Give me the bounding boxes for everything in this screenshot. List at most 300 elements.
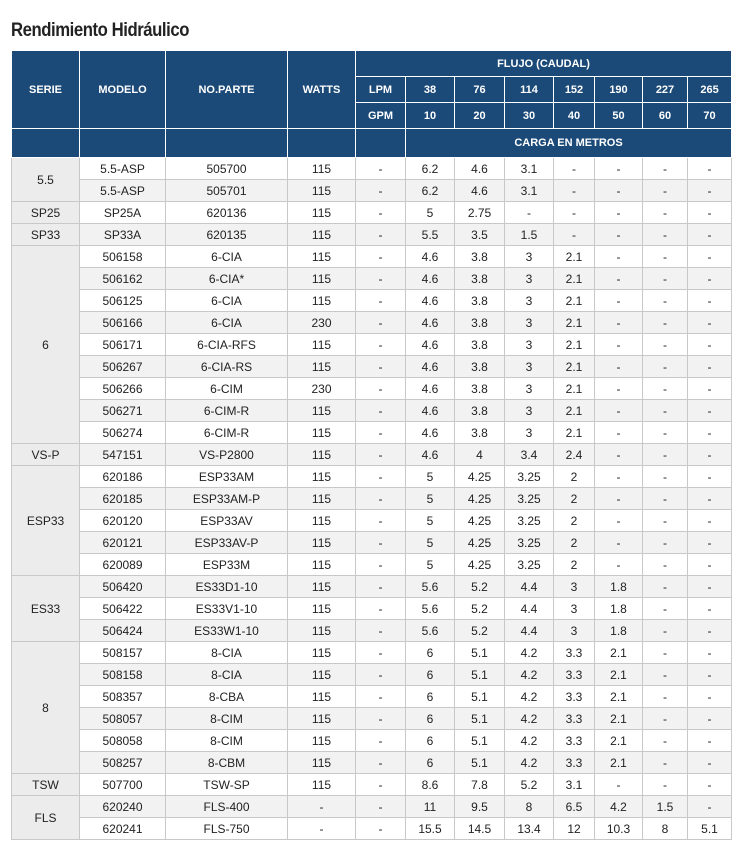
modelo-cell: 506125 <box>80 290 166 312</box>
carga-227-cell: - <box>643 422 688 444</box>
carga-114-cell: 3.25 <box>505 466 554 488</box>
carga-114-cell: 3.1 <box>505 180 554 202</box>
carga-38-cell: 4.6 <box>406 246 455 268</box>
carga-114-cell: 3 <box>505 312 554 334</box>
carga-114-cell: 4.2 <box>505 708 554 730</box>
carga-38-cell: 6 <box>406 752 455 774</box>
carga-38-cell: 5.6 <box>406 620 455 642</box>
watts-cell: 115 <box>288 620 356 642</box>
carga-114-cell: 4.2 <box>505 642 554 664</box>
carga-265-cell: - <box>688 708 732 730</box>
watts-cell: 115 <box>288 642 356 664</box>
modelo-cell: 5.5-ASP <box>80 180 166 202</box>
carga-190-cell: 2.1 <box>595 664 643 686</box>
lpm-cell: - <box>356 202 406 224</box>
lpm-cell: - <box>356 180 406 202</box>
carga-38-cell: 6.2 <box>406 180 455 202</box>
carga-190-cell: - <box>595 180 643 202</box>
header-blank <box>80 129 166 158</box>
modelo-cell: 508157 <box>80 642 166 664</box>
carga-38-cell: 6.2 <box>406 158 455 180</box>
no-parte-cell: 6-CIM-R <box>166 400 288 422</box>
header-blank <box>356 129 406 158</box>
table-row <box>12 664 732 686</box>
carga-190-cell: 1.8 <box>595 598 643 620</box>
carga-265-cell: - <box>688 268 732 290</box>
carga-114-cell: 3 <box>505 290 554 312</box>
carga-38-cell: 4.6 <box>406 290 455 312</box>
carga-38-cell: 4.6 <box>406 268 455 290</box>
lpm-cell: - <box>356 796 406 818</box>
carga-190-cell: - <box>595 554 643 576</box>
carga-265-cell: - <box>688 774 732 796</box>
modelo-cell: 506274 <box>80 422 166 444</box>
header-lpm-value: 190 <box>595 77 643 103</box>
carga-38-cell: 5 <box>406 532 455 554</box>
modelo-cell: 508058 <box>80 730 166 752</box>
no-parte-cell: 620136 <box>166 202 288 224</box>
carga-114-cell: 3 <box>505 246 554 268</box>
table-row <box>12 598 732 620</box>
no-parte-cell: FLS-400 <box>166 796 288 818</box>
header-blank <box>288 129 356 158</box>
header-gpm-value: 70 <box>688 103 732 129</box>
table-row <box>12 642 732 664</box>
carga-76-cell: 5.1 <box>455 730 505 752</box>
header-lpm-value: 227 <box>643 77 688 103</box>
carga-152-cell: 2 <box>554 532 595 554</box>
carga-152-cell: 2.4 <box>554 444 595 466</box>
lpm-cell: - <box>356 752 406 774</box>
table-row <box>12 620 732 642</box>
carga-152-cell: 2.1 <box>554 312 595 334</box>
serie-cell: SP33 <box>12 224 80 246</box>
carga-190-cell: - <box>595 444 643 466</box>
carga-152-cell: 3 <box>554 620 595 642</box>
carga-114-cell: 3.25 <box>505 532 554 554</box>
carga-114-cell: 5.2 <box>505 774 554 796</box>
watts-cell: 230 <box>288 378 356 400</box>
carga-190-cell: - <box>595 334 643 356</box>
carga-76-cell: 4.25 <box>455 488 505 510</box>
carga-152-cell: - <box>554 180 595 202</box>
lpm-cell: - <box>356 356 406 378</box>
no-parte-cell: 620135 <box>166 224 288 246</box>
modelo-cell: 506171 <box>80 334 166 356</box>
carga-76-cell: 3.8 <box>455 378 505 400</box>
carga-76-cell: 5.2 <box>455 620 505 642</box>
no-parte-cell: VS-P2800 <box>166 444 288 466</box>
lpm-cell: - <box>356 818 406 840</box>
table-row <box>12 246 732 268</box>
modelo-cell: 506267 <box>80 356 166 378</box>
carga-38-cell: 11 <box>406 796 455 818</box>
lpm-cell: - <box>356 708 406 730</box>
header-gpm-value: 60 <box>643 103 688 129</box>
carga-265-cell: - <box>688 444 732 466</box>
carga-227-cell: - <box>643 312 688 334</box>
watts-cell: 115 <box>288 422 356 444</box>
watts-cell: 115 <box>288 774 356 796</box>
carga-76-cell: 3.8 <box>455 246 505 268</box>
carga-227-cell: - <box>643 224 688 246</box>
carga-227-cell: - <box>643 686 688 708</box>
carga-227-cell: - <box>643 290 688 312</box>
watts-cell: 115 <box>288 356 356 378</box>
carga-76-cell: 3.8 <box>455 422 505 444</box>
page-title: Rendimiento Hidráulico <box>11 20 189 41</box>
carga-227-cell: 1.5 <box>643 796 688 818</box>
carga-227-cell: - <box>643 356 688 378</box>
carga-265-cell: - <box>688 224 732 246</box>
table-row <box>12 400 732 422</box>
lpm-cell: - <box>356 158 406 180</box>
carga-227-cell: - <box>643 488 688 510</box>
carga-152-cell: 3.3 <box>554 664 595 686</box>
carga-38-cell: 15.5 <box>406 818 455 840</box>
carga-265-cell: - <box>688 620 732 642</box>
carga-114-cell: 4.4 <box>505 620 554 642</box>
carga-152-cell: 2 <box>554 488 595 510</box>
no-parte-cell: 8-CIA <box>166 642 288 664</box>
table-row <box>12 378 732 400</box>
carga-227-cell: - <box>643 774 688 796</box>
carga-76-cell: 4.6 <box>455 158 505 180</box>
table-row <box>12 444 732 466</box>
carga-265-cell: - <box>688 466 732 488</box>
modelo-cell: 620089 <box>80 554 166 576</box>
carga-114-cell: 4.4 <box>505 576 554 598</box>
modelo-cell: 506158 <box>80 246 166 268</box>
carga-227-cell: - <box>643 708 688 730</box>
carga-190-cell: - <box>595 246 643 268</box>
modelo-cell: 508057 <box>80 708 166 730</box>
carga-190-cell: - <box>595 532 643 554</box>
watts-cell: 115 <box>288 730 356 752</box>
table-row <box>12 730 732 752</box>
carga-227-cell: - <box>643 158 688 180</box>
carga-227-cell: - <box>643 576 688 598</box>
carga-76-cell: 4.25 <box>455 554 505 576</box>
carga-190-cell: - <box>595 356 643 378</box>
carga-38-cell: 8.6 <box>406 774 455 796</box>
carga-190-cell: - <box>595 488 643 510</box>
lpm-cell: - <box>356 576 406 598</box>
watts-cell: 115 <box>288 400 356 422</box>
modelo-cell: 620185 <box>80 488 166 510</box>
carga-152-cell: 2.1 <box>554 334 595 356</box>
header-gpm-value: 50 <box>595 103 643 129</box>
watts-cell: 115 <box>288 334 356 356</box>
carga-38-cell: 4.6 <box>406 444 455 466</box>
modelo-cell: 620120 <box>80 510 166 532</box>
lpm-cell: - <box>356 290 406 312</box>
carga-76-cell: 5.1 <box>455 752 505 774</box>
carga-152-cell: 2.1 <box>554 246 595 268</box>
carga-38-cell: 6 <box>406 730 455 752</box>
watts-cell: 115 <box>288 180 356 202</box>
carga-190-cell: - <box>595 290 643 312</box>
no-parte-cell: ES33V1-10 <box>166 598 288 620</box>
no-parte-cell: ESP33AV-P <box>166 532 288 554</box>
carga-227-cell: - <box>643 444 688 466</box>
carga-152-cell: 3.3 <box>554 708 595 730</box>
watts-cell: 115 <box>288 532 356 554</box>
header-gpm-value: 30 <box>505 103 554 129</box>
header-lpm-value: 265 <box>688 77 732 103</box>
carga-38-cell: 5 <box>406 554 455 576</box>
carga-114-cell: 3 <box>505 268 554 290</box>
no-parte-cell: ES33D1-10 <box>166 576 288 598</box>
modelo-cell: 506162 <box>80 268 166 290</box>
table-row <box>12 202 732 224</box>
carga-38-cell: 4.6 <box>406 378 455 400</box>
carga-114-cell: 8 <box>505 796 554 818</box>
carga-227-cell: - <box>643 620 688 642</box>
carga-38-cell: 6 <box>406 708 455 730</box>
no-parte-cell: 8-CBA <box>166 686 288 708</box>
no-parte-cell: FLS-750 <box>166 818 288 840</box>
modelo-cell: 620240 <box>80 796 166 818</box>
carga-114-cell: 13.4 <box>505 818 554 840</box>
serie-cell: VS-P <box>12 444 80 466</box>
table-row <box>12 158 732 180</box>
carga-190-cell: - <box>595 312 643 334</box>
carga-265-cell: - <box>688 796 732 818</box>
carga-265-cell: - <box>688 422 732 444</box>
modelo-cell: 508357 <box>80 686 166 708</box>
lpm-cell: - <box>356 378 406 400</box>
lpm-cell: - <box>356 774 406 796</box>
watts-cell: 115 <box>288 158 356 180</box>
header-serie: SERIE <box>12 51 80 129</box>
carga-190-cell: 2.1 <box>595 752 643 774</box>
carga-152-cell: 3 <box>554 576 595 598</box>
serie-cell: SP25 <box>12 202 80 224</box>
watts-cell: 115 <box>288 510 356 532</box>
carga-114-cell: 3 <box>505 334 554 356</box>
header-gpm-value: 10 <box>406 103 455 129</box>
carga-190-cell: - <box>595 422 643 444</box>
carga-265-cell: - <box>688 532 732 554</box>
carga-190-cell: - <box>595 510 643 532</box>
carga-76-cell: 5.1 <box>455 664 505 686</box>
carga-38-cell: 5 <box>406 510 455 532</box>
carga-38-cell: 5.5 <box>406 224 455 246</box>
no-parte-cell: ESP33AM <box>166 466 288 488</box>
carga-38-cell: 4.6 <box>406 400 455 422</box>
carga-114-cell: 3.4 <box>505 444 554 466</box>
table-row <box>12 488 732 510</box>
carga-190-cell: - <box>595 400 643 422</box>
carga-190-cell: 2.1 <box>595 730 643 752</box>
carga-265-cell: - <box>688 642 732 664</box>
carga-152-cell: 3.3 <box>554 686 595 708</box>
carga-76-cell: 5.2 <box>455 598 505 620</box>
carga-152-cell: 2 <box>554 554 595 576</box>
modelo-cell: 507700 <box>80 774 166 796</box>
carga-114-cell: 3 <box>505 400 554 422</box>
lpm-cell: - <box>356 554 406 576</box>
watts-cell: - <box>288 796 356 818</box>
carga-152-cell: 3 <box>554 598 595 620</box>
carga-265-cell: - <box>688 158 732 180</box>
carga-76-cell: 2.75 <box>455 202 505 224</box>
carga-114-cell: 3.25 <box>505 510 554 532</box>
lpm-cell: - <box>356 664 406 686</box>
table-row <box>12 356 732 378</box>
carga-38-cell: 4.6 <box>406 312 455 334</box>
carga-227-cell: - <box>643 598 688 620</box>
carga-38-cell: 5 <box>406 488 455 510</box>
header-lpm-label: LPM <box>356 77 406 103</box>
table-row <box>12 224 732 246</box>
table-row <box>12 422 732 444</box>
modelo-cell: 5.5-ASP <box>80 158 166 180</box>
carga-265-cell: - <box>688 752 732 774</box>
lpm-cell: - <box>356 532 406 554</box>
carga-114-cell: 4.2 <box>505 730 554 752</box>
watts-cell: 115 <box>288 576 356 598</box>
modelo-cell: SP33A <box>80 224 166 246</box>
table-row <box>12 466 732 488</box>
no-parte-cell: 8-CIM <box>166 730 288 752</box>
no-parte-cell: ESP33AV <box>166 510 288 532</box>
modelo-cell: 547151 <box>80 444 166 466</box>
modelo-cell: 506271 <box>80 400 166 422</box>
carga-227-cell: - <box>643 246 688 268</box>
serie-cell: 6 <box>12 246 80 444</box>
table-row <box>12 532 732 554</box>
carga-265-cell: - <box>688 554 732 576</box>
carga-190-cell: 2.1 <box>595 642 643 664</box>
carga-152-cell: - <box>554 224 595 246</box>
watts-cell: 115 <box>288 202 356 224</box>
no-parte-cell: 6-CIA-RFS <box>166 334 288 356</box>
carga-76-cell: 3.8 <box>455 312 505 334</box>
carga-76-cell: 5.1 <box>455 686 505 708</box>
carga-114-cell: 3 <box>505 356 554 378</box>
lpm-cell: - <box>356 268 406 290</box>
carga-227-cell: - <box>643 268 688 290</box>
no-parte-cell: ESP33AM-P <box>166 488 288 510</box>
carga-152-cell: 2.1 <box>554 422 595 444</box>
serie-cell: FLS <box>12 796 80 840</box>
no-parte-cell: 8-CIA <box>166 664 288 686</box>
carga-76-cell: 5.1 <box>455 642 505 664</box>
carga-114-cell: 3 <box>505 378 554 400</box>
carga-190-cell: - <box>595 378 643 400</box>
carga-227-cell: - <box>643 532 688 554</box>
no-parte-cell: TSW-SP <box>166 774 288 796</box>
no-parte-cell: 6-CIM <box>166 378 288 400</box>
carga-152-cell: - <box>554 158 595 180</box>
carga-152-cell: 3.3 <box>554 642 595 664</box>
header-blank <box>12 129 80 158</box>
carga-152-cell: 12 <box>554 818 595 840</box>
carga-38-cell: 6 <box>406 642 455 664</box>
carga-227-cell: - <box>643 400 688 422</box>
lpm-cell: - <box>356 246 406 268</box>
carga-38-cell: 5 <box>406 202 455 224</box>
table-row <box>12 334 732 356</box>
no-parte-cell: 505700 <box>166 158 288 180</box>
no-parte-cell: ES33W1-10 <box>166 620 288 642</box>
carga-76-cell: 4.25 <box>455 466 505 488</box>
carga-38-cell: 6 <box>406 664 455 686</box>
no-parte-cell: 8-CBM <box>166 752 288 774</box>
carga-265-cell: - <box>688 180 732 202</box>
carga-76-cell: 4.6 <box>455 180 505 202</box>
lpm-cell: - <box>356 444 406 466</box>
carga-38-cell: 5.6 <box>406 576 455 598</box>
carga-227-cell: - <box>643 554 688 576</box>
carga-265-cell: - <box>688 334 732 356</box>
carga-152-cell: 3.1 <box>554 774 595 796</box>
carga-38-cell: 4.6 <box>406 334 455 356</box>
table-row <box>12 312 732 334</box>
carga-265-cell: - <box>688 246 732 268</box>
lpm-cell: - <box>356 598 406 620</box>
carga-38-cell: 6 <box>406 686 455 708</box>
carga-190-cell: - <box>595 466 643 488</box>
carga-114-cell: 3 <box>505 422 554 444</box>
serie-cell: 8 <box>12 642 80 774</box>
lpm-cell: - <box>356 488 406 510</box>
carga-265-cell: - <box>688 510 732 532</box>
carga-76-cell: 5.2 <box>455 576 505 598</box>
carga-114-cell: 4.4 <box>505 598 554 620</box>
carga-190-cell: - <box>595 202 643 224</box>
lpm-cell: - <box>356 620 406 642</box>
carga-190-cell: - <box>595 268 643 290</box>
table-row <box>12 708 732 730</box>
carga-152-cell: 3.3 <box>554 730 595 752</box>
carga-227-cell: - <box>643 510 688 532</box>
header-flujo: FLUJO (CAUDAL) <box>356 51 732 77</box>
watts-cell: 115 <box>288 290 356 312</box>
carga-38-cell: 5 <box>406 466 455 488</box>
carga-227-cell: - <box>643 642 688 664</box>
table-row <box>12 796 732 818</box>
carga-265-cell: - <box>688 290 732 312</box>
carga-152-cell: 6.5 <box>554 796 595 818</box>
carga-190-cell: 2.1 <box>595 686 643 708</box>
header-gpm-value: 40 <box>554 103 595 129</box>
no-parte-cell: 6-CIA <box>166 312 288 334</box>
watts-cell: 115 <box>288 708 356 730</box>
modelo-cell: 508257 <box>80 752 166 774</box>
modelo-cell: 506266 <box>80 378 166 400</box>
header-gpm-label: GPM <box>356 103 406 129</box>
lpm-cell: - <box>356 642 406 664</box>
watts-cell: 115 <box>288 444 356 466</box>
lpm-cell: - <box>356 400 406 422</box>
carga-114-cell: 4.2 <box>505 752 554 774</box>
carga-227-cell: - <box>643 664 688 686</box>
carga-265-cell: - <box>688 730 732 752</box>
carga-76-cell: 3.5 <box>455 224 505 246</box>
carga-76-cell: 5.1 <box>455 708 505 730</box>
watts-cell: 115 <box>288 224 356 246</box>
carga-76-cell: 3.8 <box>455 400 505 422</box>
modelo-cell: 506424 <box>80 620 166 642</box>
watts-cell: 115 <box>288 554 356 576</box>
hydraulic-performance-table <box>11 50 732 840</box>
table-row <box>12 576 732 598</box>
header-lpm-value: 76 <box>455 77 505 103</box>
carga-265-cell: - <box>688 356 732 378</box>
